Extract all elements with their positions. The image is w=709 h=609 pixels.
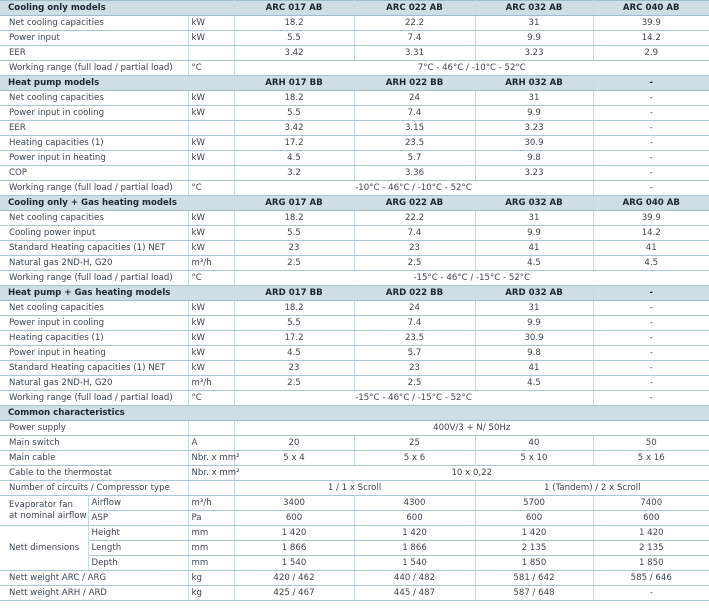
- spec-row: [0, 586, 709, 601]
- spec-value: 18.2: [234, 211, 354, 226]
- section-header-row: [0, 286, 709, 301]
- spec-value: 9.9: [475, 226, 593, 241]
- model-column-header: ARG 022 AB: [354, 196, 475, 211]
- spec-value: -: [593, 586, 709, 601]
- spec-row: [0, 526, 709, 541]
- spec-label: EER: [0, 46, 188, 61]
- spec-label: COP: [0, 166, 188, 181]
- spec-unit: kW: [188, 136, 234, 151]
- spec-value: 3.23: [475, 121, 593, 136]
- spec-unit: °C: [188, 181, 234, 196]
- spec-value: 1 540: [234, 556, 354, 571]
- spec-label: Heating capacities (1): [0, 136, 188, 151]
- spec-row: [0, 556, 709, 571]
- spec-value: -: [593, 361, 709, 376]
- spec-value: 23: [354, 241, 475, 256]
- spec-value: 3.23: [475, 166, 593, 181]
- spec-label: Heating capacities (1): [0, 331, 188, 346]
- spec-value: 23: [234, 361, 354, 376]
- spec-row: [0, 436, 709, 451]
- spec-value: 39.9: [593, 211, 709, 226]
- spec-row: [0, 271, 709, 286]
- spec-value: 5 x 6: [354, 451, 475, 466]
- spec-row: [0, 421, 709, 436]
- spec-value: -: [593, 136, 709, 151]
- spec-value: 1 / 1 x Scroll: [234, 481, 475, 496]
- spec-unit: m³/h: [188, 376, 234, 391]
- spec-unit: kW: [188, 346, 234, 361]
- spec-row: [0, 16, 709, 31]
- spec-value: 2 135: [593, 541, 709, 556]
- spec-value: 1 866: [234, 541, 354, 556]
- spec-value: 24: [354, 91, 475, 106]
- spec-label: Power input: [0, 31, 188, 46]
- spec-value: 31: [475, 301, 593, 316]
- spec-row: [0, 451, 709, 466]
- spec-label: Net cooling capacities: [0, 211, 188, 226]
- model-column-header: ARC 017 AB: [234, 1, 354, 16]
- spec-value: 31: [475, 91, 593, 106]
- spec-value: 400V/3 + N/ 50Hz: [234, 421, 709, 436]
- spec-value: -: [593, 106, 709, 121]
- spec-row: [0, 106, 709, 121]
- spec-row: [0, 376, 709, 391]
- spec-value: 7.4: [354, 31, 475, 46]
- spec-row: [0, 541, 709, 556]
- spec-value: 2.5: [234, 256, 354, 271]
- section-header-row: [0, 196, 709, 211]
- spec-value: 5.5: [234, 106, 354, 121]
- spec-value: 600: [475, 511, 593, 526]
- spec-value: 2.5: [354, 256, 475, 271]
- spec-label: Working range (full load / partial load): [0, 271, 188, 286]
- spec-row: [0, 136, 709, 151]
- spec-value: 17.2: [234, 331, 354, 346]
- model-column-header: -: [593, 76, 709, 91]
- section-title: Heat pump models: [0, 76, 234, 91]
- spec-unit: kg: [188, 586, 234, 601]
- spec-group-label: Nett dimensions: [0, 526, 88, 571]
- spec-value: 600: [593, 511, 709, 526]
- spec-unit: kW: [188, 361, 234, 376]
- section-title: Heat pump + Gas heating models: [0, 286, 234, 301]
- model-column-header: ARD 032 AB: [475, 286, 593, 301]
- spec-unit: kW: [188, 226, 234, 241]
- spec-label: Power input in cooling: [0, 106, 188, 121]
- spec-value: -: [593, 151, 709, 166]
- section-header-row: [0, 1, 709, 16]
- spec-value: -: [593, 331, 709, 346]
- spec-range-value: -10°C - 46°C / -10°C - 52°C: [234, 181, 593, 196]
- spec-value: -: [593, 91, 709, 106]
- spec-unit: Nbr. x mm²: [188, 451, 234, 466]
- spec-value: 3.15: [354, 121, 475, 136]
- model-column-header: ARH 022 BB: [354, 76, 475, 91]
- model-column-header: ARC 032 AB: [475, 1, 593, 16]
- spec-row: [0, 166, 709, 181]
- model-column-header: ARH 032 AB: [475, 76, 593, 91]
- spec-value: 3.36: [354, 166, 475, 181]
- spec-unit: mm: [188, 556, 234, 571]
- spec-value: 23.5: [354, 331, 475, 346]
- spec-group-label: [0, 496, 88, 526]
- spec-unit: kW: [188, 31, 234, 46]
- spec-unit: kW: [188, 16, 234, 31]
- spec-row: [0, 571, 709, 586]
- spec-unit: [188, 46, 234, 61]
- spec-value: 24: [354, 301, 475, 316]
- spec-value: 5.5: [234, 316, 354, 331]
- spec-label: Nett weight ARC / ARG: [0, 571, 188, 586]
- spec-row: [0, 316, 709, 331]
- spec-value: 3.23: [475, 46, 593, 61]
- spec-value: 581 / 642: [475, 571, 593, 586]
- spec-value: 5 x 4: [234, 451, 354, 466]
- spec-value: 5.7: [354, 151, 475, 166]
- spec-value: -: [593, 181, 709, 196]
- spec-value: 14.2: [593, 31, 709, 46]
- spec-unit: kW: [188, 151, 234, 166]
- spec-unit: m³/h: [188, 256, 234, 271]
- spec-value: 600: [354, 511, 475, 526]
- spec-unit: kW: [188, 106, 234, 121]
- spec-label: Natural gas 2ND-H, G20: [0, 256, 188, 271]
- spec-value: 50: [593, 436, 709, 451]
- spec-row: [0, 511, 709, 526]
- spec-label: EER: [0, 121, 188, 136]
- spec-unit: [188, 166, 234, 181]
- spec-label: Natural gas 2ND-H, G20: [0, 376, 188, 391]
- spec-value: 1 866: [354, 541, 475, 556]
- spec-unit: °C: [188, 271, 234, 286]
- spec-unit: Pa: [188, 511, 234, 526]
- spec-label: Net cooling capacities: [0, 16, 188, 31]
- spec-unit: mm: [188, 526, 234, 541]
- spec-sublabel: ASP: [88, 511, 188, 526]
- spec-value: 5 x 16: [593, 451, 709, 466]
- spec-value: -: [593, 376, 709, 391]
- spec-row: [0, 151, 709, 166]
- spec-label: Working range (full load / partial load): [0, 61, 188, 76]
- spec-unit: kW: [188, 316, 234, 331]
- spec-value: 9.8: [475, 346, 593, 361]
- spec-value: 1 540: [354, 556, 475, 571]
- spec-value: 23.5: [354, 136, 475, 151]
- spec-value: 30.9: [475, 331, 593, 346]
- spec-value: 600: [234, 511, 354, 526]
- spec-range-value: -15°C - 46°C / -15°C - 52°C: [234, 391, 593, 406]
- spec-value: 4300: [354, 496, 475, 511]
- spec-row: [0, 331, 709, 346]
- spec-value: 425 / 467: [234, 586, 354, 601]
- spec-value: 18.2: [234, 301, 354, 316]
- spec-value: 18.2: [234, 91, 354, 106]
- spec-value: 2.5: [234, 376, 354, 391]
- spec-value: 1 420: [354, 526, 475, 541]
- spec-value: 9.9: [475, 316, 593, 331]
- model-column-header: ARG 032 AB: [475, 196, 593, 211]
- spec-value: 7400: [593, 496, 709, 511]
- spec-value: -: [593, 391, 709, 406]
- model-column-header: ARG 040 AB: [593, 196, 709, 211]
- spec-value: 22.2: [354, 16, 475, 31]
- spec-row: [0, 61, 709, 76]
- section-title: Common characteristics: [0, 406, 709, 421]
- spec-label: Cooling power input: [0, 226, 188, 241]
- spec-value: -: [593, 346, 709, 361]
- spec-value: -: [593, 301, 709, 316]
- spec-row: [0, 346, 709, 361]
- spec-value: 2.5: [354, 376, 475, 391]
- spec-value: -: [593, 121, 709, 136]
- spec-range-value: 7°C - 46°C / -10°C - 52°C: [234, 61, 709, 76]
- spec-unit: mm: [188, 541, 234, 556]
- spec-value: 20: [234, 436, 354, 451]
- model-column-header: ARC 022 AB: [354, 1, 475, 16]
- spec-value: 7.4: [354, 226, 475, 241]
- spec-value: 1 850: [593, 556, 709, 571]
- spec-unit: [188, 121, 234, 136]
- spec-value: 39.9: [593, 16, 709, 31]
- spec-value: 30.9: [475, 136, 593, 151]
- spec-value: 1 850: [475, 556, 593, 571]
- spec-sublabel: Airflow: [88, 496, 188, 511]
- spec-unit: A: [188, 436, 234, 451]
- spec-value: 1 (Tandem) / 2 x Scroll: [475, 481, 709, 496]
- spec-value: 420 / 462: [234, 571, 354, 586]
- spec-value: 31: [475, 211, 593, 226]
- spec-sublabel: Length: [88, 541, 188, 556]
- spec-row: [0, 181, 709, 196]
- spec-label: Power supply: [0, 421, 188, 436]
- spec-value: 4.5: [234, 151, 354, 166]
- spec-value: 9.9: [475, 31, 593, 46]
- spec-value: 4.5: [475, 376, 593, 391]
- spec-value: 41: [593, 241, 709, 256]
- spec-unit: [188, 421, 234, 436]
- spec-value: 3.31: [354, 46, 475, 61]
- spec-value: 445 / 487: [354, 586, 475, 601]
- spec-value: 14.2: [593, 226, 709, 241]
- spec-value: -: [593, 316, 709, 331]
- spec-row: [0, 241, 709, 256]
- spec-row: [0, 226, 709, 241]
- spec-label: Net cooling capacities: [0, 301, 188, 316]
- spec-value: 9.9: [475, 106, 593, 121]
- spec-value: 5700: [475, 496, 593, 511]
- spec-value: 22.2: [354, 211, 475, 226]
- section-header-row: [0, 406, 709, 421]
- spec-unit: kW: [188, 301, 234, 316]
- spec-unit: kW: [188, 91, 234, 106]
- spec-label: Working range (full load / partial load): [0, 391, 188, 406]
- model-column-header: ARG 017 AB: [234, 196, 354, 211]
- spec-value: 1 420: [475, 526, 593, 541]
- spec-label: Working range (full load / partial load): [0, 181, 188, 196]
- spec-unit: kg: [188, 571, 234, 586]
- spec-sublabel: Depth: [88, 556, 188, 571]
- spec-value: 18.2: [234, 16, 354, 31]
- spec-label: Cable to the thermostat: [0, 466, 188, 481]
- spec-value: 4.5: [475, 256, 593, 271]
- spec-row: [0, 391, 709, 406]
- spec-label: Nett weight ARH / ARD: [0, 586, 188, 601]
- spec-value: 23: [354, 361, 475, 376]
- spec-value: 1 420: [593, 526, 709, 541]
- spec-label: Main cable: [0, 451, 188, 466]
- spec-value: 5.5: [234, 31, 354, 46]
- section-header-row: [0, 76, 709, 91]
- spec-row: [0, 121, 709, 136]
- spec-row: [0, 31, 709, 46]
- spec-unit: kW: [188, 331, 234, 346]
- spec-row: [0, 211, 709, 226]
- model-column-header: ARH 017 BB: [234, 76, 354, 91]
- spec-row: [0, 466, 709, 481]
- spec-unit: [188, 481, 234, 496]
- spec-value: 3.2: [234, 166, 354, 181]
- spec-label: Standard Heating capacities (1) NET: [0, 361, 188, 376]
- spec-label: Power input in heating: [0, 346, 188, 361]
- section-title: Cooling only models: [0, 1, 234, 16]
- spec-unit: m³/h: [188, 496, 234, 511]
- spec-value: 3.42: [234, 121, 354, 136]
- spec-value: 31: [475, 16, 593, 31]
- model-column-header: ARD 017 BB: [234, 286, 354, 301]
- spec-range-value: -15°C - 46°C / -15°C - 52°C: [234, 271, 709, 286]
- model-column-header: -: [593, 286, 709, 301]
- spec-value: 41: [475, 241, 593, 256]
- spec-value: 23: [234, 241, 354, 256]
- spec-value: 4.5: [234, 346, 354, 361]
- spec-value: 17.2: [234, 136, 354, 151]
- spec-row: [0, 91, 709, 106]
- spec-label: Standard Heating capacities (1) NET: [0, 241, 188, 256]
- spec-label: Power input in cooling: [0, 316, 188, 331]
- spec-value: 10 x 0,22: [234, 466, 709, 481]
- spec-label: Net cooling capacities: [0, 91, 188, 106]
- spec-row: [0, 496, 709, 511]
- spec-value: 25: [354, 436, 475, 451]
- spec-group-label-line: at nominal airflow: [9, 510, 87, 521]
- spec-value: 40: [475, 436, 593, 451]
- spec-value: 5.5: [234, 226, 354, 241]
- spec-row: [0, 256, 709, 271]
- spec-unit: °C: [188, 391, 234, 406]
- spec-label: Main switch: [0, 436, 188, 451]
- spec-value: 585 / 646: [593, 571, 709, 586]
- spec-label: Power input in heating: [0, 151, 188, 166]
- spec-value: 4.5: [593, 256, 709, 271]
- spec-row: [0, 481, 709, 496]
- spec-row: [0, 301, 709, 316]
- spec-value: 9.8: [475, 151, 593, 166]
- spec-value: 2 135: [475, 541, 593, 556]
- section-title: Cooling only + Gas heating models: [0, 196, 234, 211]
- spec-value: 41: [475, 361, 593, 376]
- spec-value: 2.9: [593, 46, 709, 61]
- spec-value: 5 x 10: [475, 451, 593, 466]
- spec-unit: Nbr. x mm²: [188, 466, 234, 481]
- spec-value: 7.4: [354, 316, 475, 331]
- model-column-header: ARC 040 AB: [593, 1, 709, 16]
- spec-unit: kW: [188, 211, 234, 226]
- spec-value: 3400: [234, 496, 354, 511]
- spec-sublabel: Height: [88, 526, 188, 541]
- spec-value: 5.7: [354, 346, 475, 361]
- spec-value: 3.42: [234, 46, 354, 61]
- model-column-header: ARD 022 BB: [354, 286, 475, 301]
- spec-row: [0, 46, 709, 61]
- spec-value: 7.4: [354, 106, 475, 121]
- spec-unit: kW: [188, 241, 234, 256]
- spec-value: 587 / 648: [475, 586, 593, 601]
- spec-value: -: [593, 166, 709, 181]
- spec-unit: °C: [188, 61, 234, 76]
- spec-row: [0, 361, 709, 376]
- spec-label: Number of circuits / Compressor type: [0, 481, 188, 496]
- spec-value: 1 420: [234, 526, 354, 541]
- spec-group-label-line: Evaporator fan: [9, 499, 73, 510]
- spec-value: 440 / 482: [354, 571, 475, 586]
